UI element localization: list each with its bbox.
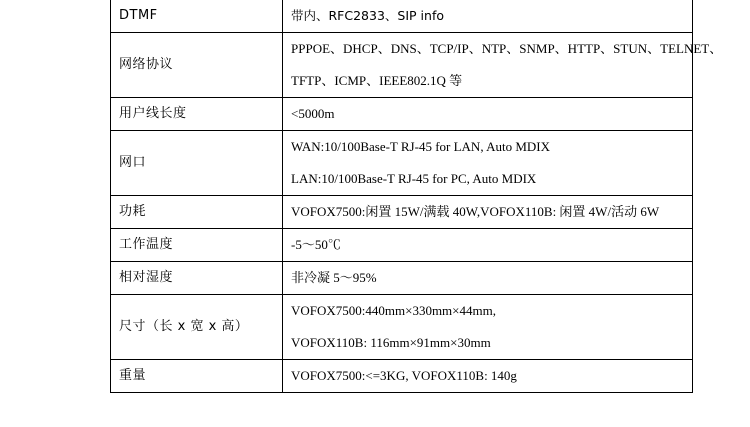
- value-line: VOFOX7500:<=3KG, VOFOX110B: 140g: [291, 368, 517, 383]
- table-row: [111, 360, 693, 393]
- table-body: [111, 0, 723, 393]
- row-value: [283, 131, 693, 196]
- value-line: <5000m: [291, 106, 335, 121]
- table-row: [111, 262, 693, 295]
- row-value: [283, 196, 693, 229]
- row-value: [283, 295, 693, 360]
- row-label: 用户线长度: [111, 98, 283, 131]
- value-line: VOFOX7500:440mm×330mm×44mm,: [291, 303, 496, 318]
- table-row: [111, 295, 693, 360]
- row-label: 网口: [111, 131, 283, 196]
- row-label: 功耗: [111, 196, 283, 229]
- row-value: [283, 33, 723, 98]
- value-line: LAN:10/100Base-T RJ-45 for PC, Auto MDIX: [291, 171, 537, 186]
- row-value: [283, 262, 693, 295]
- row-value: [283, 98, 693, 131]
- table-row: [111, 33, 693, 98]
- row-label: 重量: [111, 360, 283, 393]
- value-line: WAN:10/100Base-T RJ-45 for LAN, Auto MDIX: [291, 139, 551, 154]
- specification-table: [110, 0, 723, 393]
- table-row: [111, 196, 693, 229]
- table-row: [111, 0, 693, 33]
- row-value: [283, 360, 693, 393]
- table-row: [111, 131, 693, 196]
- value-line: 带内、RFC2833、SIP info: [291, 8, 444, 23]
- row-value: [283, 0, 693, 33]
- table-row: [111, 229, 693, 262]
- row-label: 工作温度: [111, 229, 283, 262]
- row-value: [283, 229, 693, 262]
- row-label: 相对湿度: [111, 262, 283, 295]
- row-label: 尺寸（长 x 宽 x 高）: [111, 295, 283, 360]
- row-label: 网络协议: [111, 33, 283, 98]
- value-line: PPPOE、DHCP、DNS、TCP/IP、NTP、SNMP、HTTP、STUN、TELNET、: [291, 41, 723, 56]
- value-line: 非冷凝 5～95%: [291, 270, 377, 285]
- row-label: DTMF: [111, 0, 283, 33]
- value-line: TFTP、ICMP、IEEE802.1Q 等: [291, 73, 463, 88]
- specification-table-container: [110, 0, 723, 393]
- value-line: -5～50℃: [291, 237, 341, 252]
- value-line: VOFOX110B: 116mm×91mm×30mm: [291, 335, 491, 350]
- value-line: VOFOX7500:闲置 15W/满载 40W,VOFOX110B: 闲置 4W/活动 6W: [291, 204, 660, 219]
- table-row: [111, 98, 693, 131]
